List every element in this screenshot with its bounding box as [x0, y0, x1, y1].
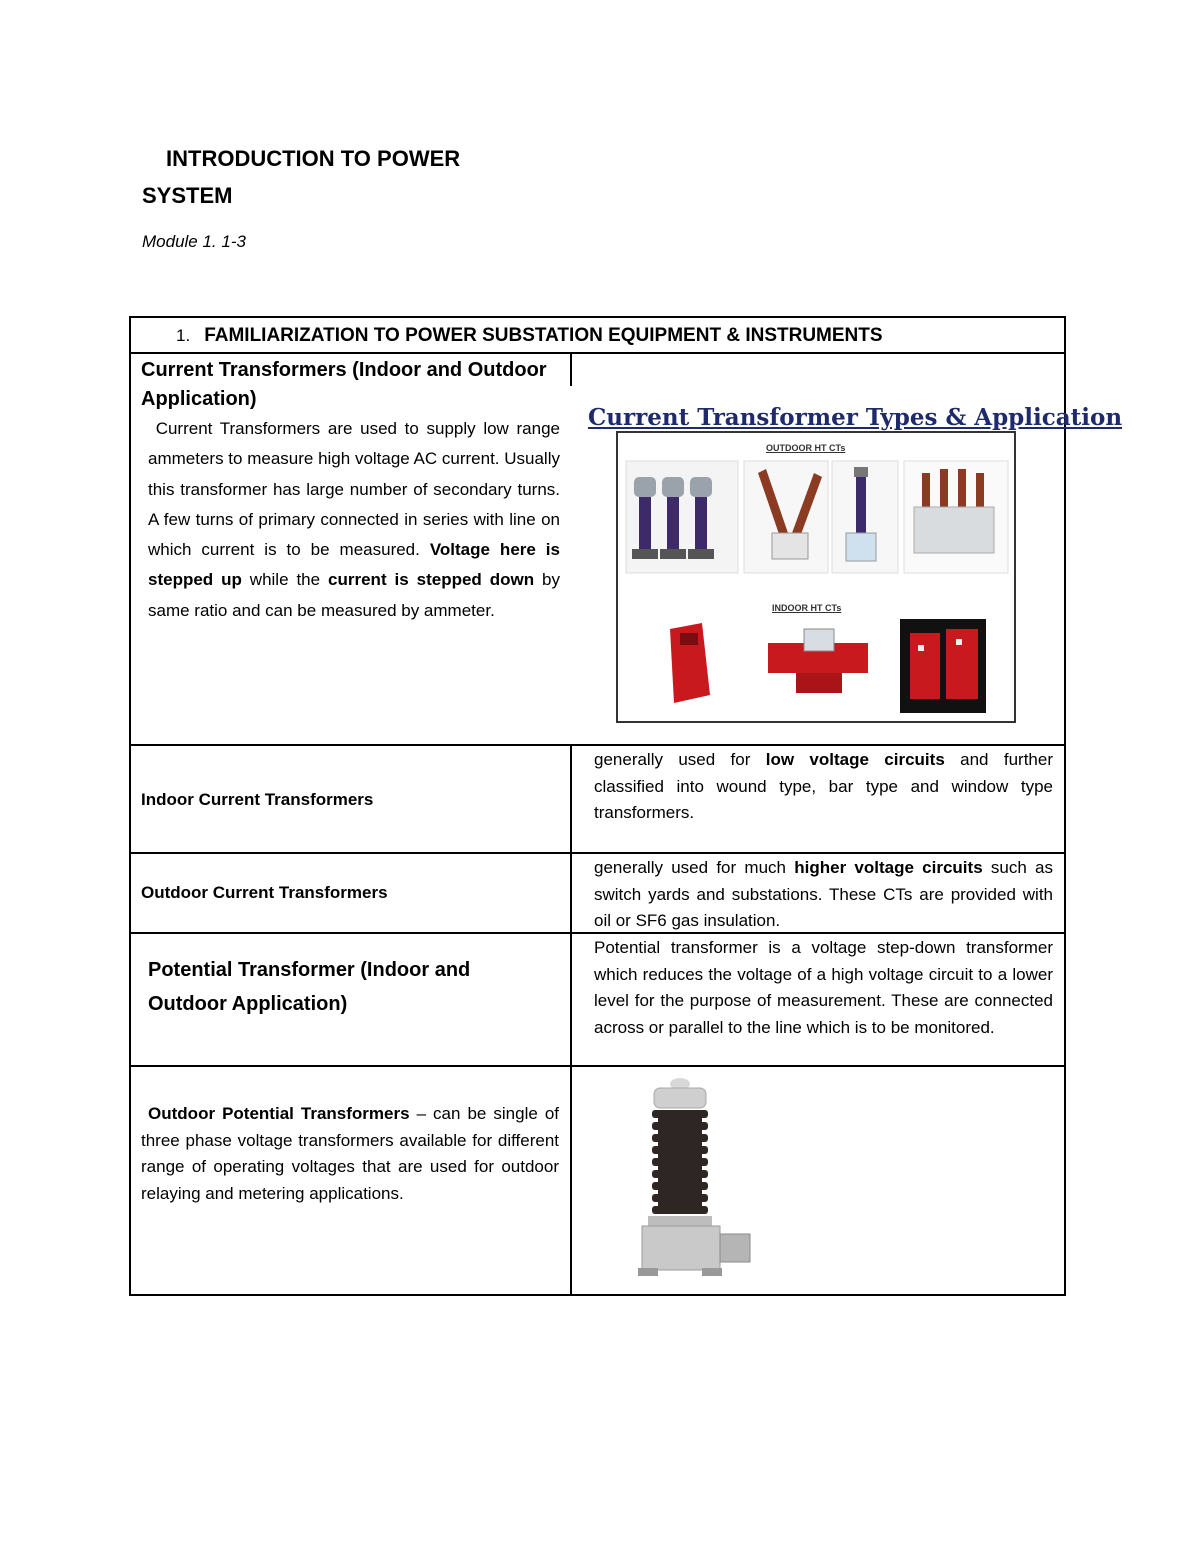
pt-heading: Potential Transformer (Indoor and Outdoor Application) [148, 959, 471, 1015]
outdoor-ct-description: generally used for much higher voltage circuits such as switch yards and substations. These CTs are provided with oil or SF6 gas insulation. [594, 858, 1054, 930]
indoor-ct-description: generally used for low voltage circuits and further classified into wound type, bar type and window type transformers. [594, 750, 1053, 822]
outdoor-ct-label: Outdoor Current Transformers [141, 883, 388, 902]
ct-figure-illustration [618, 433, 1014, 721]
document-title-line2: SYSTEM [142, 183, 233, 208]
ct-types-figure [616, 431, 1016, 723]
indoor-ct-caption: INDOOR HT CTs [772, 603, 842, 613]
section-number: 1. [176, 326, 191, 345]
outdoor-ct-caption: OUTDOOR HT CTs [766, 443, 846, 453]
indoor-ct-icon [768, 629, 868, 693]
table-rule [129, 1065, 1066, 1067]
ct-figure-title: Current Transformer Types & Application [588, 404, 1123, 431]
outdoor-pt-description: Outdoor Potential Transformers – can be single of three phase voltage transformers available for different range of operating voltages that are used for outdoor relaying and metering applications. [141, 1104, 559, 1203]
pt-description: Potential transformer is a voltage step-down transformer which reduces the voltage of a high voltage circuit to a lower level for the purpose of measurement. These are connected across or parallel to the line which is to be monitored. [594, 938, 1053, 1037]
ct-heading: Current Transformers (Indoor and Outdoor Application) [141, 359, 547, 410]
indoor-ct-label: Indoor Current Transformers [141, 790, 374, 809]
section-title-text: FAMILIARIZATION TO POWER SUBSTATION EQUIPMENT & INSTRUMENTS [204, 325, 883, 346]
table-rule [129, 352, 1066, 354]
module-label: Module 1. 1-3 [142, 232, 246, 251]
ct-description: Current Transformers are used to supply low range ammeters to measure high voltage AC current. Usually this transformer has large number of secondary turns. A few turns of primary connected in series with line on which current is to be measured. Voltage here is stepped up while the current is stepped down by same ratio and can be measured by ammeter. [148, 419, 560, 620]
indoor-ct-icon [900, 619, 986, 713]
document-title-line1: INTRODUCTION TO POWER [166, 146, 461, 171]
outdoor-ct-icon [632, 477, 714, 559]
table-rule [129, 852, 1066, 854]
indoor-ct-icon [670, 623, 710, 703]
table-rule [129, 744, 1066, 746]
table-divider [570, 744, 572, 1296]
table-divider [570, 352, 572, 386]
outdoor-pt-image [636, 1076, 760, 1280]
section-title [176, 325, 883, 347]
